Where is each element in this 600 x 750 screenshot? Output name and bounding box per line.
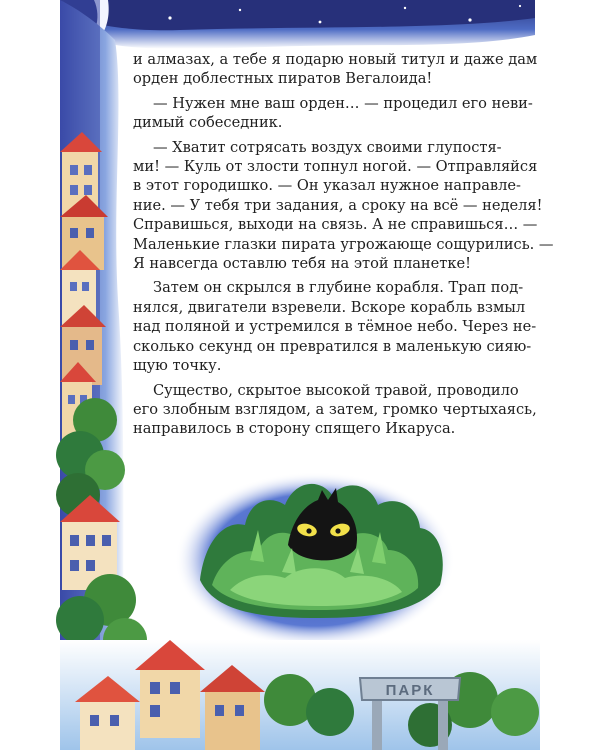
star-icon (168, 16, 171, 19)
text-line: сколько секунд он превратился в маленькую сияю- (133, 337, 532, 355)
text-line: ми! — Куль от злости топнул ногой. — Отправляйся (133, 158, 538, 176)
text-line: направилось в сторону спящего Икаруса. (133, 420, 456, 438)
star-icon (468, 18, 471, 21)
night-sky-top (60, 0, 535, 52)
text-line: нялся, двигатели взревели. Вскоре корабль взмыл (133, 298, 526, 316)
star-icon (404, 7, 406, 9)
text-line: — Нужен мне ваш орден… — процедил его неви- (153, 94, 533, 112)
creature-bush-illustration (175, 472, 455, 648)
text-line: димый собеседник. (133, 114, 283, 132)
paragraph (133, 50, 538, 89)
text-line: Я навсегда оставлю тебя на этой планетке! (133, 255, 471, 273)
star-icon (319, 21, 322, 24)
story-text (133, 50, 554, 444)
text-line: его злобным взглядом, а затем, громко чертыхаясь, (133, 400, 537, 418)
bottom-town (60, 640, 540, 750)
text-line: и алмазах, а тебе я подарю новый титул и даже дам (133, 51, 538, 68)
paragraph (133, 94, 533, 133)
text-line: щую точку. (133, 357, 222, 375)
text-line: Маленькие глазки пирата угрожающе сощурились. — (133, 235, 554, 253)
paragraph (133, 381, 537, 439)
text-line: ние. — У тебя три задания, а сроку на всё — неделя! (133, 196, 543, 214)
text-line: Существо, скрытое высокой травой, проводило (153, 381, 519, 399)
text-line: Затем он скрылся в глубине корабля. Трап под- (153, 279, 524, 297)
star-icon (239, 9, 241, 11)
text-line: над поляной и устремился в тёмное небо. Через не- (133, 318, 537, 336)
paragraph (133, 278, 537, 375)
text-line: Справишься, выходи на связь. А не справишься… — (133, 216, 538, 234)
star-icon (519, 5, 521, 7)
paragraph (133, 138, 554, 274)
text-line: — Хватит сотрясать воздух своими глупостя- (153, 138, 502, 156)
text-line: в этот городишко. — Он указал нужное направле- (133, 177, 521, 195)
text-line: орден доблестных пиратов Вегалоида! (133, 70, 433, 88)
park-sign: ПАРК (385, 682, 435, 699)
